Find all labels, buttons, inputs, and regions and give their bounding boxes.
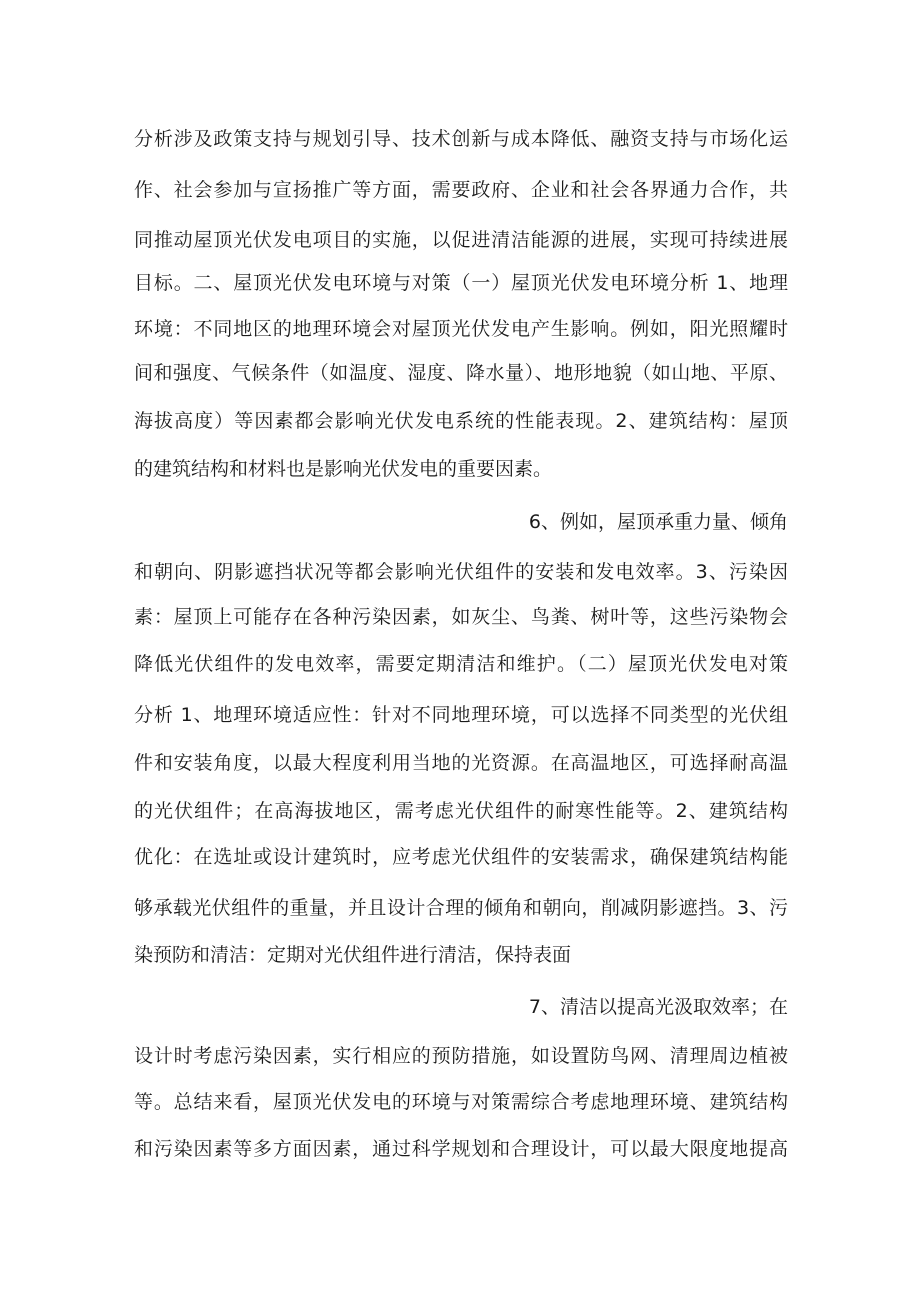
text-line: 同推动屋顶光伏发电项目的实施，以促进清洁能源的进展，实现可持续进展 (134, 229, 788, 251)
text-line: 的建筑结构和材料也是影响光伏发电的重要因素。 (134, 458, 553, 480)
text-line: 降低光伏组件的发电效率，需要定期清洁和维护。（二）屋顶光伏发电对策 (134, 653, 788, 675)
section-start-line: 7、清洁以提高光汲取效率；在 (528, 996, 788, 1018)
text-line: 目标。二、屋顶光伏发电环境与对策（一）屋顶光伏发电环境分析 1、地理 (134, 272, 788, 294)
text-line: 分析涉及政策支持与规划引导、技术创新与成本降低、融资支持与市场化运 (134, 128, 788, 150)
text-line: 设计时考虑污染因素，实行相应的预防措施，如设置防鸟网、清理周边植被 (134, 1045, 788, 1067)
text-line: 的光伏组件；在高海拔地区，需考虑光伏组件的耐寒性能等。2、建筑结构 (134, 800, 788, 822)
text-line: 分析 1、地理环境适应性：针对不同地理环境，可以选择不同类型的光伏组 (134, 704, 788, 726)
text-line: 环境：不同地区的地理环境会对屋顶光伏发电产生影响。例如，阳光照耀时 (134, 318, 788, 340)
text-line: 作、社会参加与宣扬推广等方面，需要政府、企业和社会各界通力合作，共 (134, 179, 788, 201)
text-line: 海拔高度）等因素都会影响光伏发电系统的性能表现。2、建筑结构：屋顶 (134, 410, 788, 432)
section-start-line: 6、例如，屋顶承重力量、倾角 (528, 511, 788, 533)
text-line: 间和强度、气候条件（如温度、湿度、降水量）、地形地貌（如山地、平原、 (134, 362, 788, 384)
text-line: 和朝向、阴影遮挡状况等都会影响光伏组件的安装和发电效率。3、污染因 (134, 561, 788, 583)
text-line: 够承载光伏组件的重量，并且设计合理的倾角和朝向，削减阴影遮挡。3、污 (134, 897, 788, 919)
text-line: 染预防和清洁：定期对光伏组件进行清洁，保持表面 (134, 944, 572, 966)
text-line: 和污染因素等多方面因素，通过科学规划和合理设计，可以最大限度地提高 (134, 1138, 788, 1160)
text-line: 等。总结来看，屋顶光伏发电的环境与对策需综合考虑地理环境、建筑结构 (134, 1091, 788, 1113)
text-line: 优化：在选址或设计建筑时，应考虑光伏组件的安装需求，确保建筑结构能 (134, 846, 788, 868)
text-line: 素：屋顶上可能存在各种污染因素，如灰尘、鸟粪、树叶等，这些污染物会 (134, 606, 788, 628)
text-line: 件和安装角度，以最大程度利用当地的光资源。在高温地区，可选择耐高温 (134, 752, 788, 774)
